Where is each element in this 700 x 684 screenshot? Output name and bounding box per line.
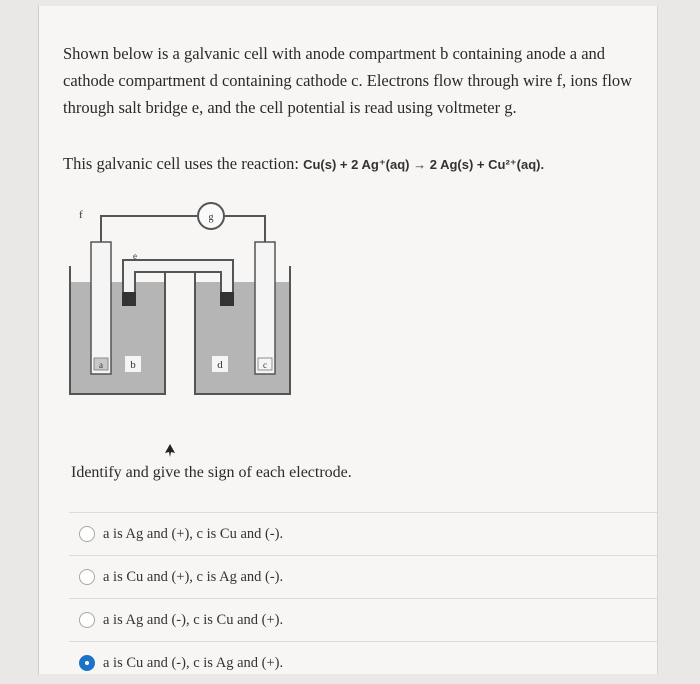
wire-f [101, 216, 265, 242]
voltmeter-g [198, 203, 224, 229]
question-card [38, 6, 658, 674]
galvanic-cell-diagram [65, 196, 295, 406]
reaction-intro: This galvanic cell uses the reaction: [63, 154, 299, 173]
answer-option-2[interactable] [69, 555, 657, 598]
radio-icon[interactable] [79, 569, 95, 585]
label-b: b [130, 359, 136, 371]
electrode-a [91, 242, 111, 374]
label-c: c [263, 360, 267, 370]
label-f: f [79, 209, 83, 221]
answer-option-label: a is Cu and (+), c is Ag and (-). [103, 568, 284, 585]
electrode-c [255, 242, 275, 374]
answer-option-4[interactable] [69, 641, 657, 684]
cursor-icon [165, 444, 175, 458]
label-g: g [208, 212, 214, 223]
radio-icon[interactable] [79, 526, 95, 542]
answer-option-label: a is Cu and (-), c is Ag and (+). [103, 654, 284, 671]
label-e: e [133, 251, 137, 261]
beaker-left [70, 266, 165, 394]
answer-option-label: a is Ag and (+), c is Cu and (-). [103, 525, 284, 542]
answer-option-1[interactable] [69, 512, 657, 555]
answer-option-label: a is Ag and (-), c is Cu and (+). [103, 611, 284, 628]
question-text: Identify and give the sign of each electrode. [71, 464, 352, 481]
radio-icon[interactable] [79, 612, 95, 628]
answer-option-3[interactable] [69, 598, 657, 641]
radio-icon-selected[interactable] [79, 655, 95, 671]
label-a: a [99, 360, 103, 370]
compartment-b-label [125, 356, 141, 372]
compartment-d-label [212, 356, 228, 372]
label-d: d [217, 359, 223, 371]
reaction-line [63, 154, 544, 174]
question-prompt: Shown below is a galvanic cell with anode compartment b containing anode a and cathode compartment d containing cathode c. Electrons flow through wire f, ions flow through salt bridge e, and the cell potential is read using voltmeter g. [63, 44, 633, 117]
reaction-equation: Cu(s) + 2 Ag⁺(aq) → 2 Ag(s) + Cu²⁺(aq). [303, 157, 545, 172]
answer-options [69, 512, 657, 684]
